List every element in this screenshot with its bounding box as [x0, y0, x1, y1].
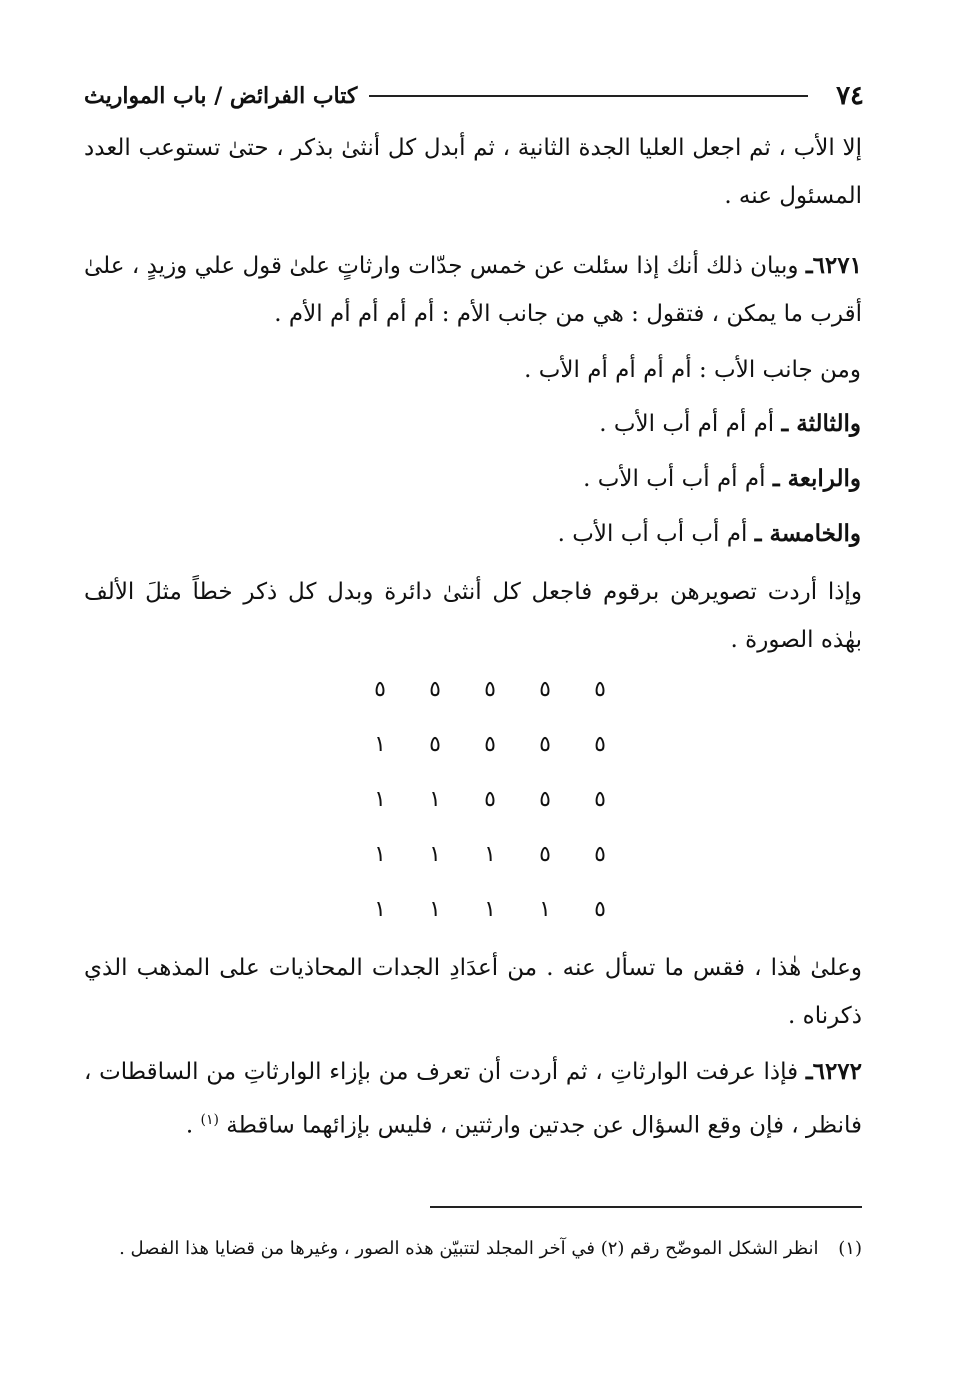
fifth-label: والخامسة ـ	[754, 520, 861, 547]
grid-cell: ٥	[594, 787, 606, 812]
grid-row	[360, 668, 620, 723]
page-header	[84, 78, 864, 114]
paragraph-number: ٦٢٧١ـ	[805, 252, 862, 279]
grid-cell: ٥	[539, 842, 551, 867]
fourth-line	[583, 455, 861, 503]
third-label: والثالثة ـ	[781, 410, 861, 437]
third-text: أم أم أم أب الأب .	[599, 411, 775, 437]
grid-cell: ٥	[429, 677, 441, 702]
grid-row	[360, 778, 620, 833]
grid-cell: ٥	[484, 677, 496, 702]
paragraph-1: إلا الأب ، ثم اجعل العليا الجدة الثانية ، ثم أبدل كل أنثىٰ بذكر ، حتىٰ تستوعب العدد المسئول عنه .	[84, 135, 862, 209]
grid-cell: ١	[374, 732, 386, 757]
fifth-text: أم أب أب أب الأب .	[557, 521, 748, 547]
grid-row	[360, 723, 620, 778]
grid-cell: ٥	[594, 677, 606, 702]
fourth-text: أم أم أب أب الأب .	[583, 466, 766, 492]
number-grid	[360, 668, 620, 943]
header-rule	[369, 95, 808, 97]
grid-cell: ٥	[594, 732, 606, 757]
third-line	[599, 400, 861, 448]
grid-cell: ١	[429, 897, 441, 922]
grid-cell: ٥	[594, 897, 606, 922]
paragraph-number: ٦٢٧٢ـ	[805, 1058, 863, 1085]
grid-cell: ٥	[484, 732, 496, 757]
fifth-line	[558, 510, 861, 558]
grid-cell: ٥	[484, 787, 496, 812]
grid-cell: ٥	[429, 732, 441, 757]
paragraph-text: وبيان ذلك أنك إذا سئلت عن خمس جدّات وارثاتٍ علىٰ قول علي وزيدٍ ، علىٰ أقرب ما يمكن ، فتقول : هي من جانب الأم : أم أم أم أم الأم .	[84, 253, 862, 327]
grid-cell: ١	[374, 842, 386, 867]
paragraph-6272	[84, 1048, 862, 1150]
paragraph-end: .	[185, 1112, 194, 1139]
grid-row	[360, 833, 620, 888]
grid-cell: ٥	[594, 842, 606, 867]
paragraph-text: فإذا عرفت الوارثاتِ ، ثم أردت أن تعرف من بإزاء الوارثاتِ من الساقطات ، فانظر ، فإن وقع السؤال عن جدتين وارثتين ، فليس بإزائهما ساقطة	[84, 1059, 862, 1139]
footnote-reference: (١)	[200, 1112, 219, 1128]
grid-cell: ١	[484, 842, 496, 867]
footnote	[84, 1232, 862, 1266]
grid-cell: ١	[484, 897, 496, 922]
grid-cell: ١	[539, 897, 551, 922]
paragraph-3: وإذا أردت تصويرهن برقوم فاجعل كل أنثىٰ دائرة وبدل كل ذكر خطاً مثلَ الألف بهٰذه الصورة .	[84, 579, 862, 653]
grid-cell: ٥	[374, 677, 386, 702]
grid-cell: ١	[374, 787, 386, 812]
paragraph-6271	[84, 242, 862, 338]
paragraph-4: وعلىٰ هٰذا ، فقس ما تسأل عنه . من أعدَادِ الجدات المحاذيات على المذهب الذي ذكرناه .	[84, 955, 863, 1029]
grid-cell: ١	[429, 842, 441, 867]
grid-cell: ٥	[539, 732, 551, 757]
grid-cell: ١	[374, 897, 386, 922]
father-side-line: ومن جانب الأب : أم أم أم أم الأب .	[524, 357, 861, 383]
grid-cell: ٥	[539, 787, 551, 812]
page-number: ٧٤	[836, 81, 864, 111]
fourth-label: والرابعة ـ	[772, 465, 861, 492]
footnote-marker: (١)	[838, 1238, 862, 1259]
grid-cell: ٥	[539, 677, 551, 702]
running-title: كتاب الفرائض / باب المواريث	[84, 83, 358, 109]
footnote-text: انظر الشكل الموضّح رقم (٢) في آخر المجلد لتتبيّن هذه الصور ، وغيرها من قضايا هذا الفصل .	[119, 1238, 819, 1259]
grid-cell: ١	[429, 787, 441, 812]
grid-row	[360, 888, 620, 943]
footnote-rule	[430, 1206, 862, 1208]
